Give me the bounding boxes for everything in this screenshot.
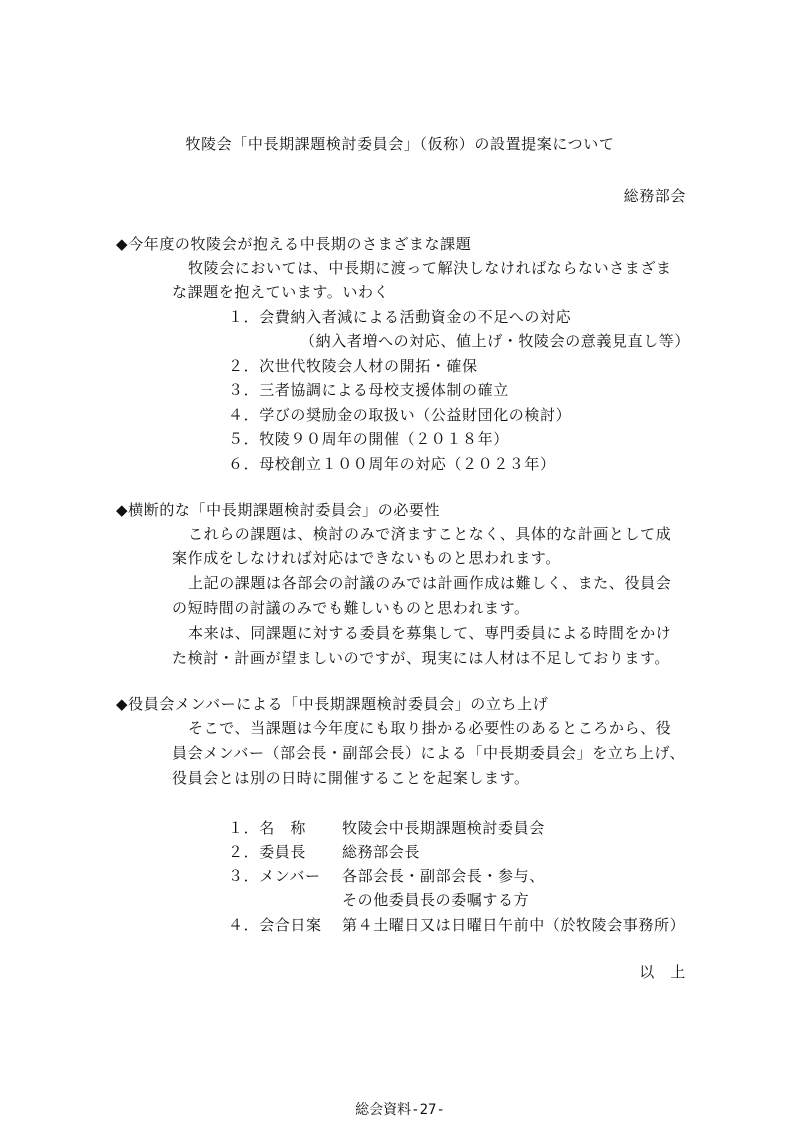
section2-line: た検討・計画が望ましいのですが、現実には人材は不足しております。 — [172, 649, 671, 667]
page-footer: 総会資料-27- — [355, 1102, 445, 1118]
detail-value: 各部会長・副部会長・参与、 — [342, 867, 545, 885]
detail-label: ４．会合日案 — [228, 916, 322, 934]
section2-line: 案作成をしなければ対応はできないものと思われます。 — [172, 549, 561, 567]
list-item: １．会費納入者減による活動資金の不足への対応 — [228, 308, 572, 326]
section2-line: これらの課題は、検討のみで済ますことなく、具体的な計画として成 — [188, 525, 672, 543]
section3-line: そこで、当課題は今年度にも取り掛かる必要性のあるところから、役 — [188, 719, 672, 737]
list-item: ５．牧陵９０周年の開催（２０１８年） — [228, 430, 509, 448]
list-item: ２．次世代牧陵会人材の開拓・確保 — [228, 357, 478, 375]
section1-heading: ◆今年度の牧陵会が抱える中長期のさまざまな課題 — [116, 235, 472, 253]
closing-mark: 以 上 — [639, 963, 686, 981]
detail-label: ２．委員長 — [228, 843, 307, 861]
section3-heading: ◆役員会メンバーによる「中長期課題検討委員会」の立ち上げ — [116, 695, 549, 713]
section2-line: 本来は、同課題に対する委員を募集して、専門委員による時間をかけ — [188, 624, 672, 642]
section2-heading: ◆横断的な「中長期課題検討委員会」の必要性 — [116, 501, 441, 519]
detail-label: ３．メンバー — [228, 867, 321, 885]
list-item-note: （納入者増への対応、値上げ・牧陵会の意義見直し等） — [300, 332, 691, 350]
section2-line: 上記の課題は各部会の討議のみでは計画作成は難しく、また、役員会 — [188, 574, 672, 592]
detail-value: その他委員長の委嘱する方 — [342, 891, 530, 909]
detail-value: 牧陵会中長期課題検討委員会 — [342, 819, 545, 837]
list-item: ３．三者協調による母校支援体制の確立 — [228, 381, 509, 399]
detail-value: 第４土曜日又は日曜日午前中（於牧陵会事務所） — [342, 916, 686, 934]
detail-value: 総務部会長 — [342, 843, 421, 861]
detail-label: １．名 称 — [228, 819, 307, 837]
list-item: ４．学びの奨励金の取扱い（公益財団化の検討） — [228, 406, 572, 424]
section3-line: 役員会とは別の日時に開催することを起案します。 — [172, 769, 530, 787]
section2-line: の短時間の討議のみでも難しいものと思われます。 — [172, 599, 530, 617]
author: 総務部会 — [623, 187, 686, 205]
section3-line: 員会メンバー（部会長・副部会長）による「中長期委員会」を立ち上げ、 — [172, 744, 686, 762]
list-item: ６．母校創立１００周年の対応（２０２３年） — [228, 455, 556, 473]
document-title: 牧陵会「中長期課題検討委員会」（仮称）の設置提案について — [185, 135, 615, 153]
section1-intro-line: 牧陵会においては、中長期に渡って解決しなければならないさまざま — [188, 259, 672, 277]
section1-intro-line: な課題を抱えています。いわく — [172, 283, 390, 301]
